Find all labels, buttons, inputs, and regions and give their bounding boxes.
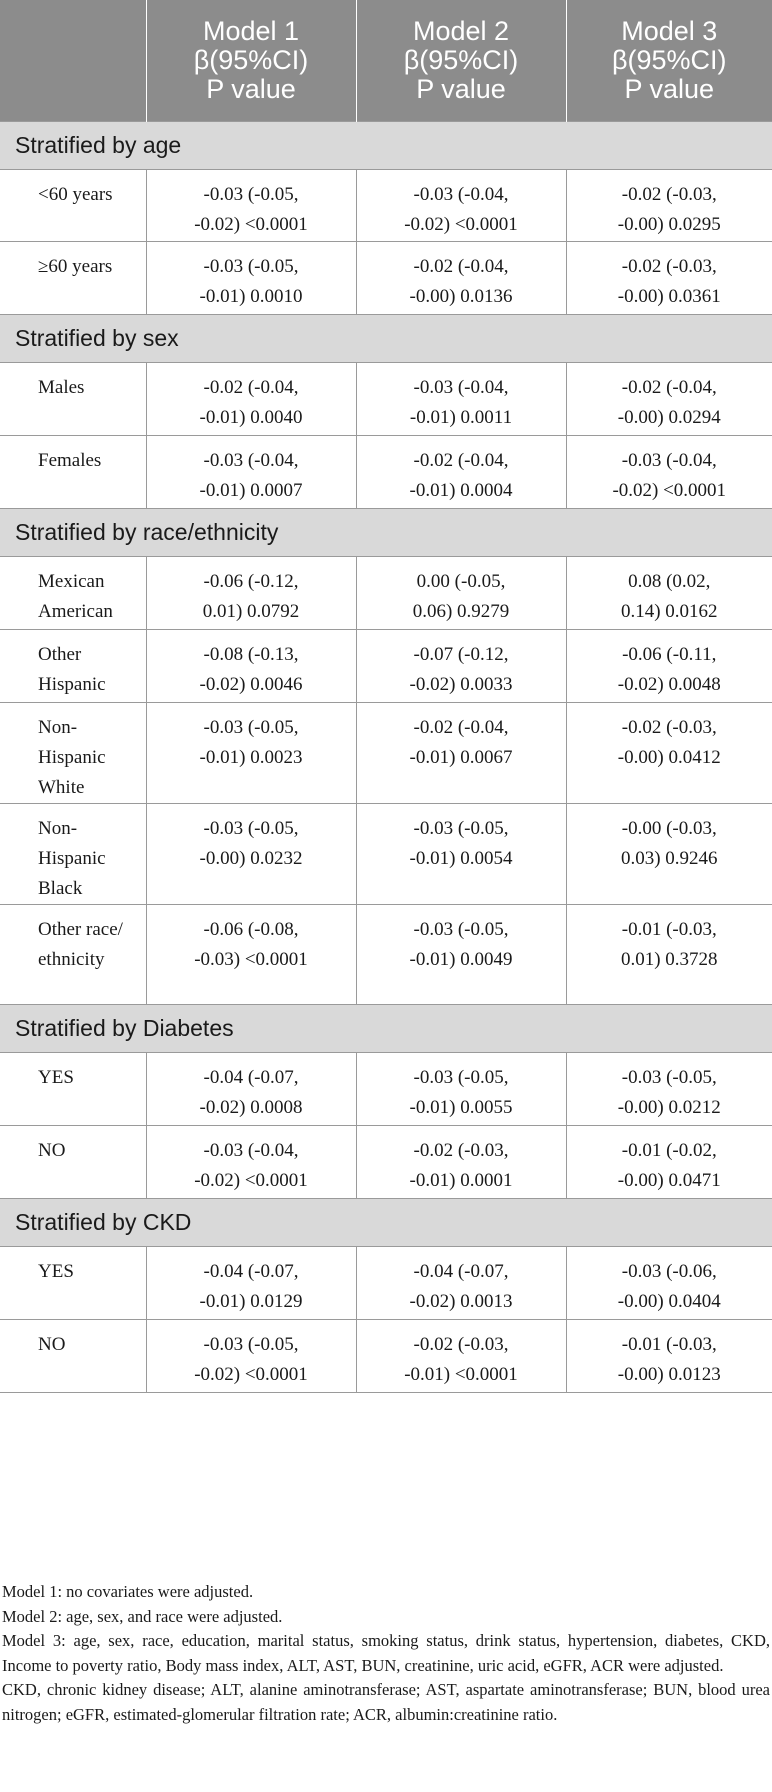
beta-ci-line: -0.08 (-0.13, (203, 644, 299, 665)
model-1-cell (146, 1320, 356, 1393)
beta-ci-p-line: -0.00) 0.0295 (617, 214, 721, 235)
model-2-cell (356, 1126, 566, 1199)
model-2-cell (356, 630, 566, 703)
row-label: Mexican American (0, 557, 146, 630)
model-1-cell (146, 905, 356, 1005)
model-2-cell (356, 363, 566, 436)
beta-ci-line: -0.03 (-0.04, (203, 450, 299, 471)
model-3-cell (566, 557, 772, 630)
beta-ci-p-line: -0.02) <0.0001 (194, 1170, 308, 1191)
model-3-cell (566, 703, 772, 804)
table-row (0, 703, 772, 804)
table-row (0, 1126, 772, 1199)
header-model-name: Model 3 (621, 16, 718, 46)
beta-ci-line: -0.07 (-0.12, (413, 644, 509, 665)
beta-ci-p-line: -0.03) <0.0001 (194, 949, 308, 970)
row-label: Males (0, 363, 146, 436)
beta-ci-line: -0.04 (-0.07, (203, 1261, 299, 1282)
beta-ci-p-line: -0.02) 0.0048 (617, 674, 721, 695)
beta-ci-line: -0.02 (-0.04, (413, 450, 509, 471)
row-label: Other Hispanic (0, 630, 146, 703)
beta-ci-p-line: 0.01) 0.0792 (202, 601, 300, 622)
footnote-model-2: Model 2: age, sex, and race were adjusted. (2, 1606, 283, 1626)
beta-ci-p-line: -0.01) 0.0010 (199, 286, 303, 307)
beta-ci-p-line: -0.01) 0.0011 (409, 407, 513, 428)
header-model-p: P value (624, 74, 715, 104)
beta-ci-line: -0.02 (-0.04, (413, 256, 509, 277)
row-label: NO (0, 1320, 146, 1393)
model-2-cell (356, 1053, 566, 1126)
footnote-abbreviations: CKD, chronic kidney disease; ALT, alanine aminotransferase; AST, aspartate aminotransferase; BUN, blood urea nitrogen; eGFR, estimated-glomerular filtration rate; ACR, albumin:creatinine ratio. (2, 1680, 770, 1724)
header-model-1 (146, 0, 356, 122)
row-label: ≥60 years (0, 242, 146, 315)
beta-ci-line: -0.03 (-0.05, (203, 1334, 299, 1355)
beta-ci-line: -0.03 (-0.04, (621, 450, 717, 471)
table-row (0, 1053, 772, 1126)
beta-ci-p-line: -0.02) <0.0001 (404, 214, 518, 235)
model-1-cell (146, 242, 356, 315)
stratum-title: Stratified by Diabetes (0, 1005, 772, 1053)
model-3-cell (566, 905, 772, 1005)
table-row (0, 557, 772, 630)
row-label: YES (0, 1053, 146, 1126)
model-1-cell (146, 170, 356, 242)
model-2-cell (356, 905, 566, 1005)
model-2-cell (356, 242, 566, 315)
beta-ci-p-line: -0.02) 0.0013 (409, 1291, 513, 1312)
model-2-cell (356, 1320, 566, 1393)
model-3-cell (566, 1053, 772, 1126)
beta-ci-line: -0.03 (-0.04, (413, 377, 509, 398)
row-label: Females (0, 436, 146, 509)
beta-ci-p-line: -0.01) 0.0067 (409, 747, 513, 768)
beta-ci-line: -0.06 (-0.12, (203, 571, 299, 592)
beta-ci-p-line: -0.01) <0.0001 (404, 1364, 518, 1385)
model-3-cell (566, 1126, 772, 1199)
beta-ci-p-line: -0.01) 0.0055 (409, 1097, 513, 1118)
beta-ci-p-line: -0.00) 0.0136 (409, 286, 513, 307)
header-model-2 (356, 0, 566, 122)
beta-ci-p-line: -0.02) <0.0001 (194, 1364, 308, 1385)
header-model-name: Model 1 (202, 16, 300, 46)
beta-ci-line: -0.02 (-0.03, (413, 1140, 509, 1161)
header-model-stat: β(95%CI) (193, 45, 309, 75)
table-row (0, 363, 772, 436)
beta-ci-line: -0.02 (-0.04, (413, 717, 509, 738)
beta-ci-p-line: -0.01) 0.0007 (199, 480, 303, 501)
row-label: YES (0, 1247, 146, 1320)
header-model-name: Model 2 (412, 16, 510, 46)
model-2-cell (356, 436, 566, 509)
beta-ci-p-line: -0.01) 0.0001 (409, 1170, 513, 1191)
model-1-cell (146, 1247, 356, 1320)
beta-ci-p-line: -0.02) <0.0001 (612, 480, 727, 501)
stratum-header-row (0, 122, 772, 170)
model-3-cell (566, 363, 772, 436)
model-1-cell (146, 557, 356, 630)
header-model-3 (566, 0, 772, 122)
table-row (0, 1320, 772, 1393)
beta-ci-line: -0.01 (-0.03, (621, 919, 717, 940)
header-model-p: P value (416, 74, 506, 104)
model-3-cell (566, 630, 772, 703)
beta-ci-line: -0.02 (-0.03, (621, 184, 717, 205)
stratum-header-row (0, 1005, 772, 1053)
beta-ci-p-line: -0.02) 0.0033 (409, 674, 513, 695)
beta-ci-p-line: -0.01) 0.0054 (409, 848, 513, 869)
beta-ci-p-line: 0.01) 0.3728 (620, 949, 718, 970)
header-model-stat: β(95%CI) (611, 45, 727, 75)
stratum-title: Stratified by CKD (0, 1199, 772, 1247)
stratum-title: Stratified by sex (0, 315, 772, 363)
beta-ci-line: -0.04 (-0.07, (203, 1067, 299, 1088)
model-3-cell (566, 804, 772, 905)
stratum-header-row (0, 1199, 772, 1247)
model-1-cell (146, 804, 356, 905)
beta-ci-line: -0.02 (-0.03, (413, 1334, 509, 1355)
stratum-title: Stratified by race/ethnicity (0, 509, 772, 557)
stratum-title: Stratified by age (0, 122, 772, 170)
row-label: Other race/ ethnicity (0, 905, 146, 1005)
beta-ci-line: -0.03 (-0.05, (203, 818, 299, 839)
row-label: Non-Hispanic Black (0, 804, 146, 905)
beta-ci-p-line: -0.01) 0.0040 (199, 407, 303, 428)
header-model-stat: β(95%CI) (403, 45, 519, 75)
header-model-p: P value (206, 74, 296, 104)
beta-ci-line: -0.02 (-0.03, (621, 256, 717, 277)
beta-ci-p-line: -0.00) 0.0212 (617, 1097, 721, 1118)
beta-ci-p-line: -0.00) 0.0404 (617, 1291, 721, 1312)
header-empty-cell (0, 0, 146, 122)
beta-ci-p-line: -0.01) 0.0129 (199, 1291, 303, 1312)
beta-ci-p-line: -0.00) 0.0471 (617, 1170, 721, 1191)
model-1-cell (146, 630, 356, 703)
model-1-cell (146, 436, 356, 509)
table-row (0, 905, 772, 1005)
row-label: Non-Hispanic White (0, 703, 146, 804)
beta-ci-line: -0.01 (-0.02, (621, 1140, 717, 1161)
beta-ci-p-line: -0.00) 0.0361 (617, 286, 721, 307)
beta-ci-line: -0.03 (-0.05, (203, 184, 299, 205)
model-2-cell (356, 557, 566, 630)
beta-ci-p-line: -0.02) 0.0046 (199, 674, 303, 695)
beta-ci-line: -0.06 (-0.08, (203, 919, 299, 940)
beta-ci-line: -0.04 (-0.07, (413, 1261, 509, 1282)
beta-ci-line: -0.02 (-0.03, (621, 717, 717, 738)
beta-ci-p-line: -0.00) 0.0294 (617, 407, 721, 428)
beta-ci-p-line: 0.14) 0.0162 (620, 601, 718, 622)
beta-ci-line: -0.02 (-0.04, (203, 377, 299, 398)
beta-ci-p-line: -0.00) 0.0232 (199, 848, 303, 869)
beta-ci-line: -0.06 (-0.11, (622, 644, 717, 665)
beta-ci-line: -0.00 (-0.03, (621, 818, 717, 839)
table-row (0, 242, 772, 315)
beta-ci-line: -0.03 (-0.06, (621, 1261, 717, 1282)
beta-ci-p-line: -0.01) 0.0049 (409, 949, 513, 970)
footnote-model-1: Model 1: no covariates were adjusted. (2, 1582, 254, 1601)
beta-ci-p-line: 0.03) 0.9246 (620, 848, 718, 869)
stratum-header-row (0, 509, 772, 557)
beta-ci-p-line: -0.01) 0.0023 (199, 747, 303, 768)
beta-ci-line: -0.01 (-0.03, (621, 1334, 717, 1355)
beta-ci-p-line: -0.00) 0.0123 (617, 1364, 721, 1385)
beta-ci-line: -0.03 (-0.05, (413, 919, 509, 940)
table-row (0, 630, 772, 703)
table-footnotes (0, 1580, 772, 1727)
model-3-cell (566, 436, 772, 509)
beta-ci-line: -0.03 (-0.05, (413, 818, 509, 839)
model-3-cell (566, 170, 772, 242)
beta-ci-line: -0.03 (-0.04, (203, 1140, 299, 1161)
beta-ci-line: -0.03 (-0.05, (621, 1067, 717, 1088)
model-2-cell (356, 1247, 566, 1320)
beta-ci-line: -0.03 (-0.05, (203, 256, 299, 277)
table-row (0, 1247, 772, 1320)
model-3-cell (566, 1320, 772, 1393)
model-3-cell (566, 242, 772, 315)
model-1-cell (146, 1053, 356, 1126)
stratum-header-row (0, 315, 772, 363)
model-3-cell (566, 1247, 772, 1320)
footnote-model-3: Model 3: age, sex, race, education, marital status, smoking status, drink status, hypertension, diabetes, CKD, Income to poverty ratio, Body mass index, ALT, AST, BUN, creatinine, uric acid, eGFR, ACR were adjusted. (2, 1631, 770, 1675)
table-header-row (0, 0, 772, 122)
row-label: NO (0, 1126, 146, 1199)
beta-ci-p-line: 0.06) 0.9279 (412, 601, 510, 622)
model-1-cell (146, 363, 356, 436)
beta-ci-p-line: -0.02) <0.0001 (194, 214, 308, 235)
table-row (0, 804, 772, 905)
model-1-cell (146, 703, 356, 804)
beta-ci-p-line: -0.02) 0.0008 (199, 1097, 303, 1118)
row-label: <60 years (0, 170, 146, 242)
model-2-cell (356, 170, 566, 242)
table-row (0, 170, 772, 242)
beta-ci-p-line: -0.00) 0.0412 (617, 747, 721, 768)
beta-ci-line: -0.03 (-0.04, (413, 184, 509, 205)
beta-ci-line: 0.08 (0.02, (628, 571, 711, 592)
model-2-cell (356, 804, 566, 905)
model-2-cell (356, 703, 566, 804)
beta-ci-line: 0.00 (-0.05, (416, 571, 506, 592)
beta-ci-line: -0.02 (-0.04, (621, 377, 717, 398)
model-1-cell (146, 1126, 356, 1199)
beta-ci-line: -0.03 (-0.05, (203, 717, 299, 738)
beta-ci-line: -0.03 (-0.05, (413, 1067, 509, 1088)
table-row (0, 436, 772, 509)
beta-ci-p-line: -0.01) 0.0004 (409, 480, 513, 501)
